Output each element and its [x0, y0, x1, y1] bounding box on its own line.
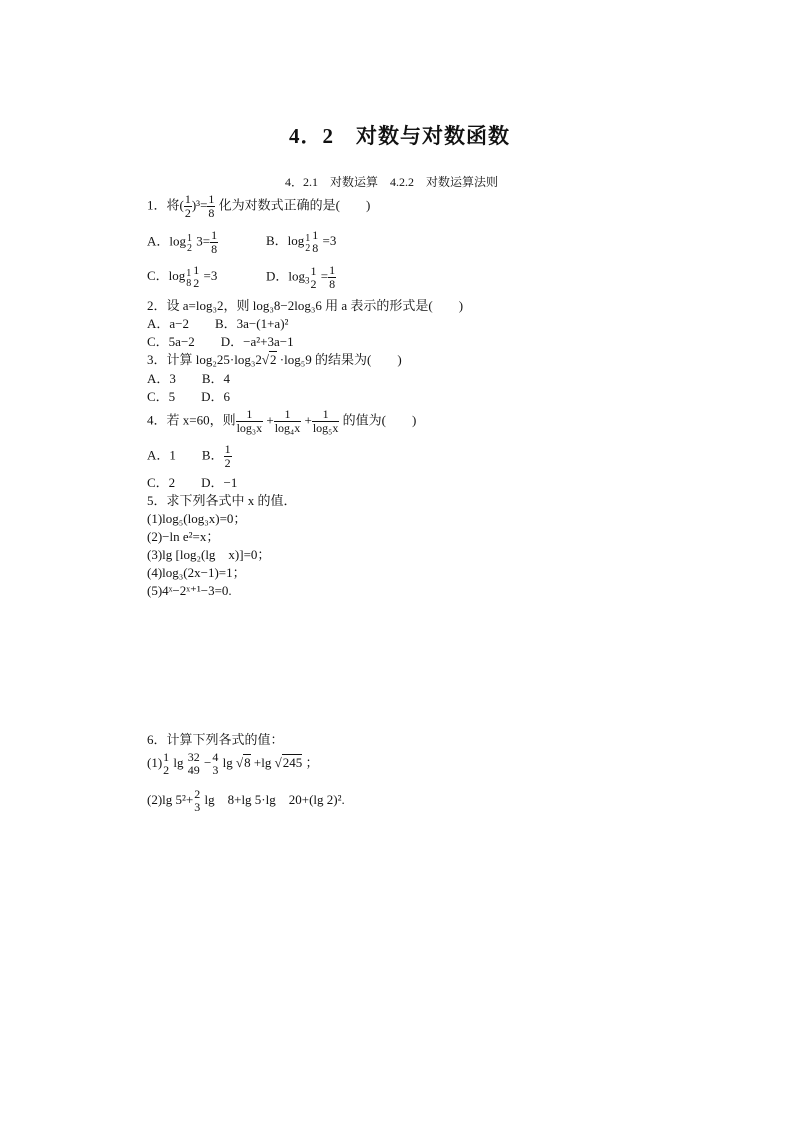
section-subtitle: 4．2.1 对数运算 4.2.2 对数运算法则: [285, 175, 499, 189]
question-5-stem: 5．求下列各式中 x 的值．: [147, 493, 297, 508]
question-5-item: (4)log₃(2x−1)=1；: [147, 565, 246, 580]
question-3-options-ab: A．3 B．4: [147, 371, 231, 386]
question-4-options-ab: A．1 B． $\frac{1}{2}$: [147, 442, 231, 470]
question-2-stem: 2．设 a=log₃2，则 log₃8−2log₃6 用 a 表示的形式是( ): [147, 298, 464, 313]
question-1-option-c: C．log 1 8 1 2 =3: [147, 263, 218, 290]
question-5-item: (5)4ˣ−2ˣ⁺¹−3=0.: [147, 583, 232, 598]
question-4-stem: 4．若 x=60，则 $\frac{1}{\text{log₃x}}$ + $\frac{1}{\text{log₄x}}$ + $\frac{1}{\text{log₅x}}$ 的值为( ): [147, 407, 417, 435]
question-6-part-2: (2)lg 5²+ 2 3 lg 8+lg 5·lg 20+(lg 2)².: [147, 787, 345, 814]
question-6-part-1: (1) 1 2 lg 32 49 − 4 3 lg √8 +lg √245 ；: [147, 750, 319, 777]
question-2-options-ab: A．a−2 B．3a−(1+a)²: [147, 316, 289, 331]
question-1-option-b: B．log 1 2 1 8 =3: [266, 228, 337, 255]
question-5-item: (1)log₅(log₃x)=0；: [147, 511, 247, 526]
question-4-options-cd: C．2 D．−1: [147, 475, 238, 490]
question-1-stem: 1．将( $\frac{1}{2}$ )³= $\frac{1}{8}$ 化为对数式正确的是( ): [147, 192, 371, 220]
page-title: 4．2 对数与对数函数: [289, 124, 510, 148]
question-6-stem: 6．计算下列各式的值：: [147, 732, 284, 747]
question-1-option-d: D．$\log_3$ 1 2 = $\frac{1}{8}$: [266, 263, 336, 291]
question-1-option-a: A．log 1 2 3= $\frac{1}{8}$: [147, 228, 218, 256]
question-5-item: (2)−ln e²=x；: [147, 529, 220, 544]
question-3-options-cd: C．5 D．6: [147, 389, 231, 404]
question-2-options-cd: C．5a−2 D．−a²+3a−1: [147, 334, 294, 349]
question-3-stem: 3．计算 log₂25·log₃2√2 ·log₅9 的结果为( ): [147, 352, 402, 367]
question-5-item: (3)lg [log₂(lg x)]=0；: [147, 547, 271, 562]
